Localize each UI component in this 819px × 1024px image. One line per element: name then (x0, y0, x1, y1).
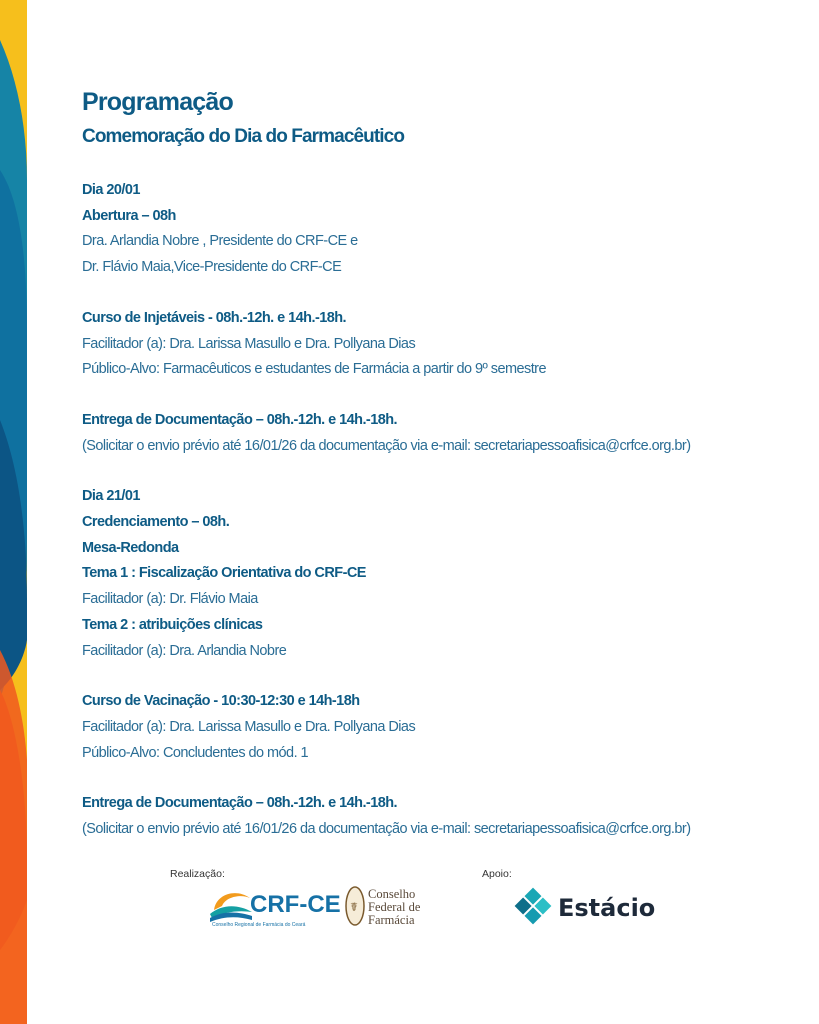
theme-1-title: Tema 1 : Fiscalização Orientativa do CRF-CE (82, 565, 366, 582)
vaccination-course-audience: Público-Alvo: Concludentes do mód. 1 (82, 744, 309, 761)
page-title: Programação (82, 88, 233, 116)
vaccination-course-facilitator: Facilitador (a): Dra. Larissa Masullo e Dra. Pollyana Dias (82, 718, 416, 735)
day-2-delivery-note: (Solicitar o envio prévio até 16/01/26 da documentação via e-mail: secretariapessoafisica@crfce.org.br) (82, 821, 691, 838)
day-2-date: Dia 21/01 (82, 488, 140, 505)
program-content (82, 86, 782, 843)
day-2-document-delivery: Entrega de Documentação – 08h.-12h. e 14h.-18h. (82, 795, 398, 812)
accreditation-title: Credenciamento – 08h. (82, 514, 230, 531)
svg-text:Farmácia: Farmácia (368, 913, 415, 927)
day-1-date: Dia 20/01 (82, 182, 140, 198)
vaccination-course-title: Curso de Vacinação - 10:30-12:30 e 14h-18h (82, 693, 360, 710)
crfce-logo-text: CRF-CE (250, 891, 341, 918)
opening-title: Abertura – 08h (82, 207, 176, 224)
svg-text:Conselho: Conselho (368, 887, 416, 901)
day-1-section (82, 178, 782, 459)
support-label: Apoio: (482, 868, 512, 880)
svg-text:Federal de: Federal de (368, 900, 421, 914)
sponsor-footer (0, 862, 819, 942)
day-1-delivery-note: (Solicitar o envio prévio até 16/01/26 da documentação via e-mail: secretariapessoafisica@crfce.org.br) (82, 437, 691, 454)
opening-speaker-1: Dra. Arlandia Nobre , Presidente do CRF-CE e (82, 233, 358, 250)
page-subtitle: Comemoração do Dia do Farmacêutico (82, 126, 405, 147)
day-1-document-delivery: Entrega de Documentação – 08h.-12h. e 14h.-18h. (82, 411, 398, 428)
estacio-logo (512, 884, 678, 928)
svg-text:☤: ☤ (350, 900, 359, 914)
realization-label: Realização: (170, 868, 225, 880)
theme-2-facilitator: Facilitador (a): Dra. Arlandia Nobre (82, 642, 287, 659)
crfce-logo (208, 880, 341, 928)
cff-logo (344, 884, 440, 930)
theme-2-title: Tema 2 : atribuições clínicas (82, 616, 263, 633)
injectables-course-facilitator: Facilitador (a): Dra. Larissa Masullo e Dra. Pollyana Dias (82, 335, 416, 352)
opening-speaker-2: Dr. Flávio Maia,Vice-Presidente do CRF-CE (82, 259, 342, 276)
injectables-course-title: Curso de Injetáveis - 08h.-12h. e 14h.-18h. (82, 309, 347, 326)
day-2-section (82, 484, 782, 842)
crfce-logo-caption: Conselho Regional de Farmácia do Ceará (212, 922, 306, 928)
round-table-title: Mesa-Redonda (82, 539, 179, 556)
injectables-course-audience: Público-Alvo: Farmacêuticos e estudantes de Farmácia a partir do 9º semestre (82, 361, 546, 378)
estacio-logo-text: Estácio (558, 894, 656, 922)
theme-1-facilitator: Facilitador (a): Dr. Flávio Maia (82, 591, 258, 608)
